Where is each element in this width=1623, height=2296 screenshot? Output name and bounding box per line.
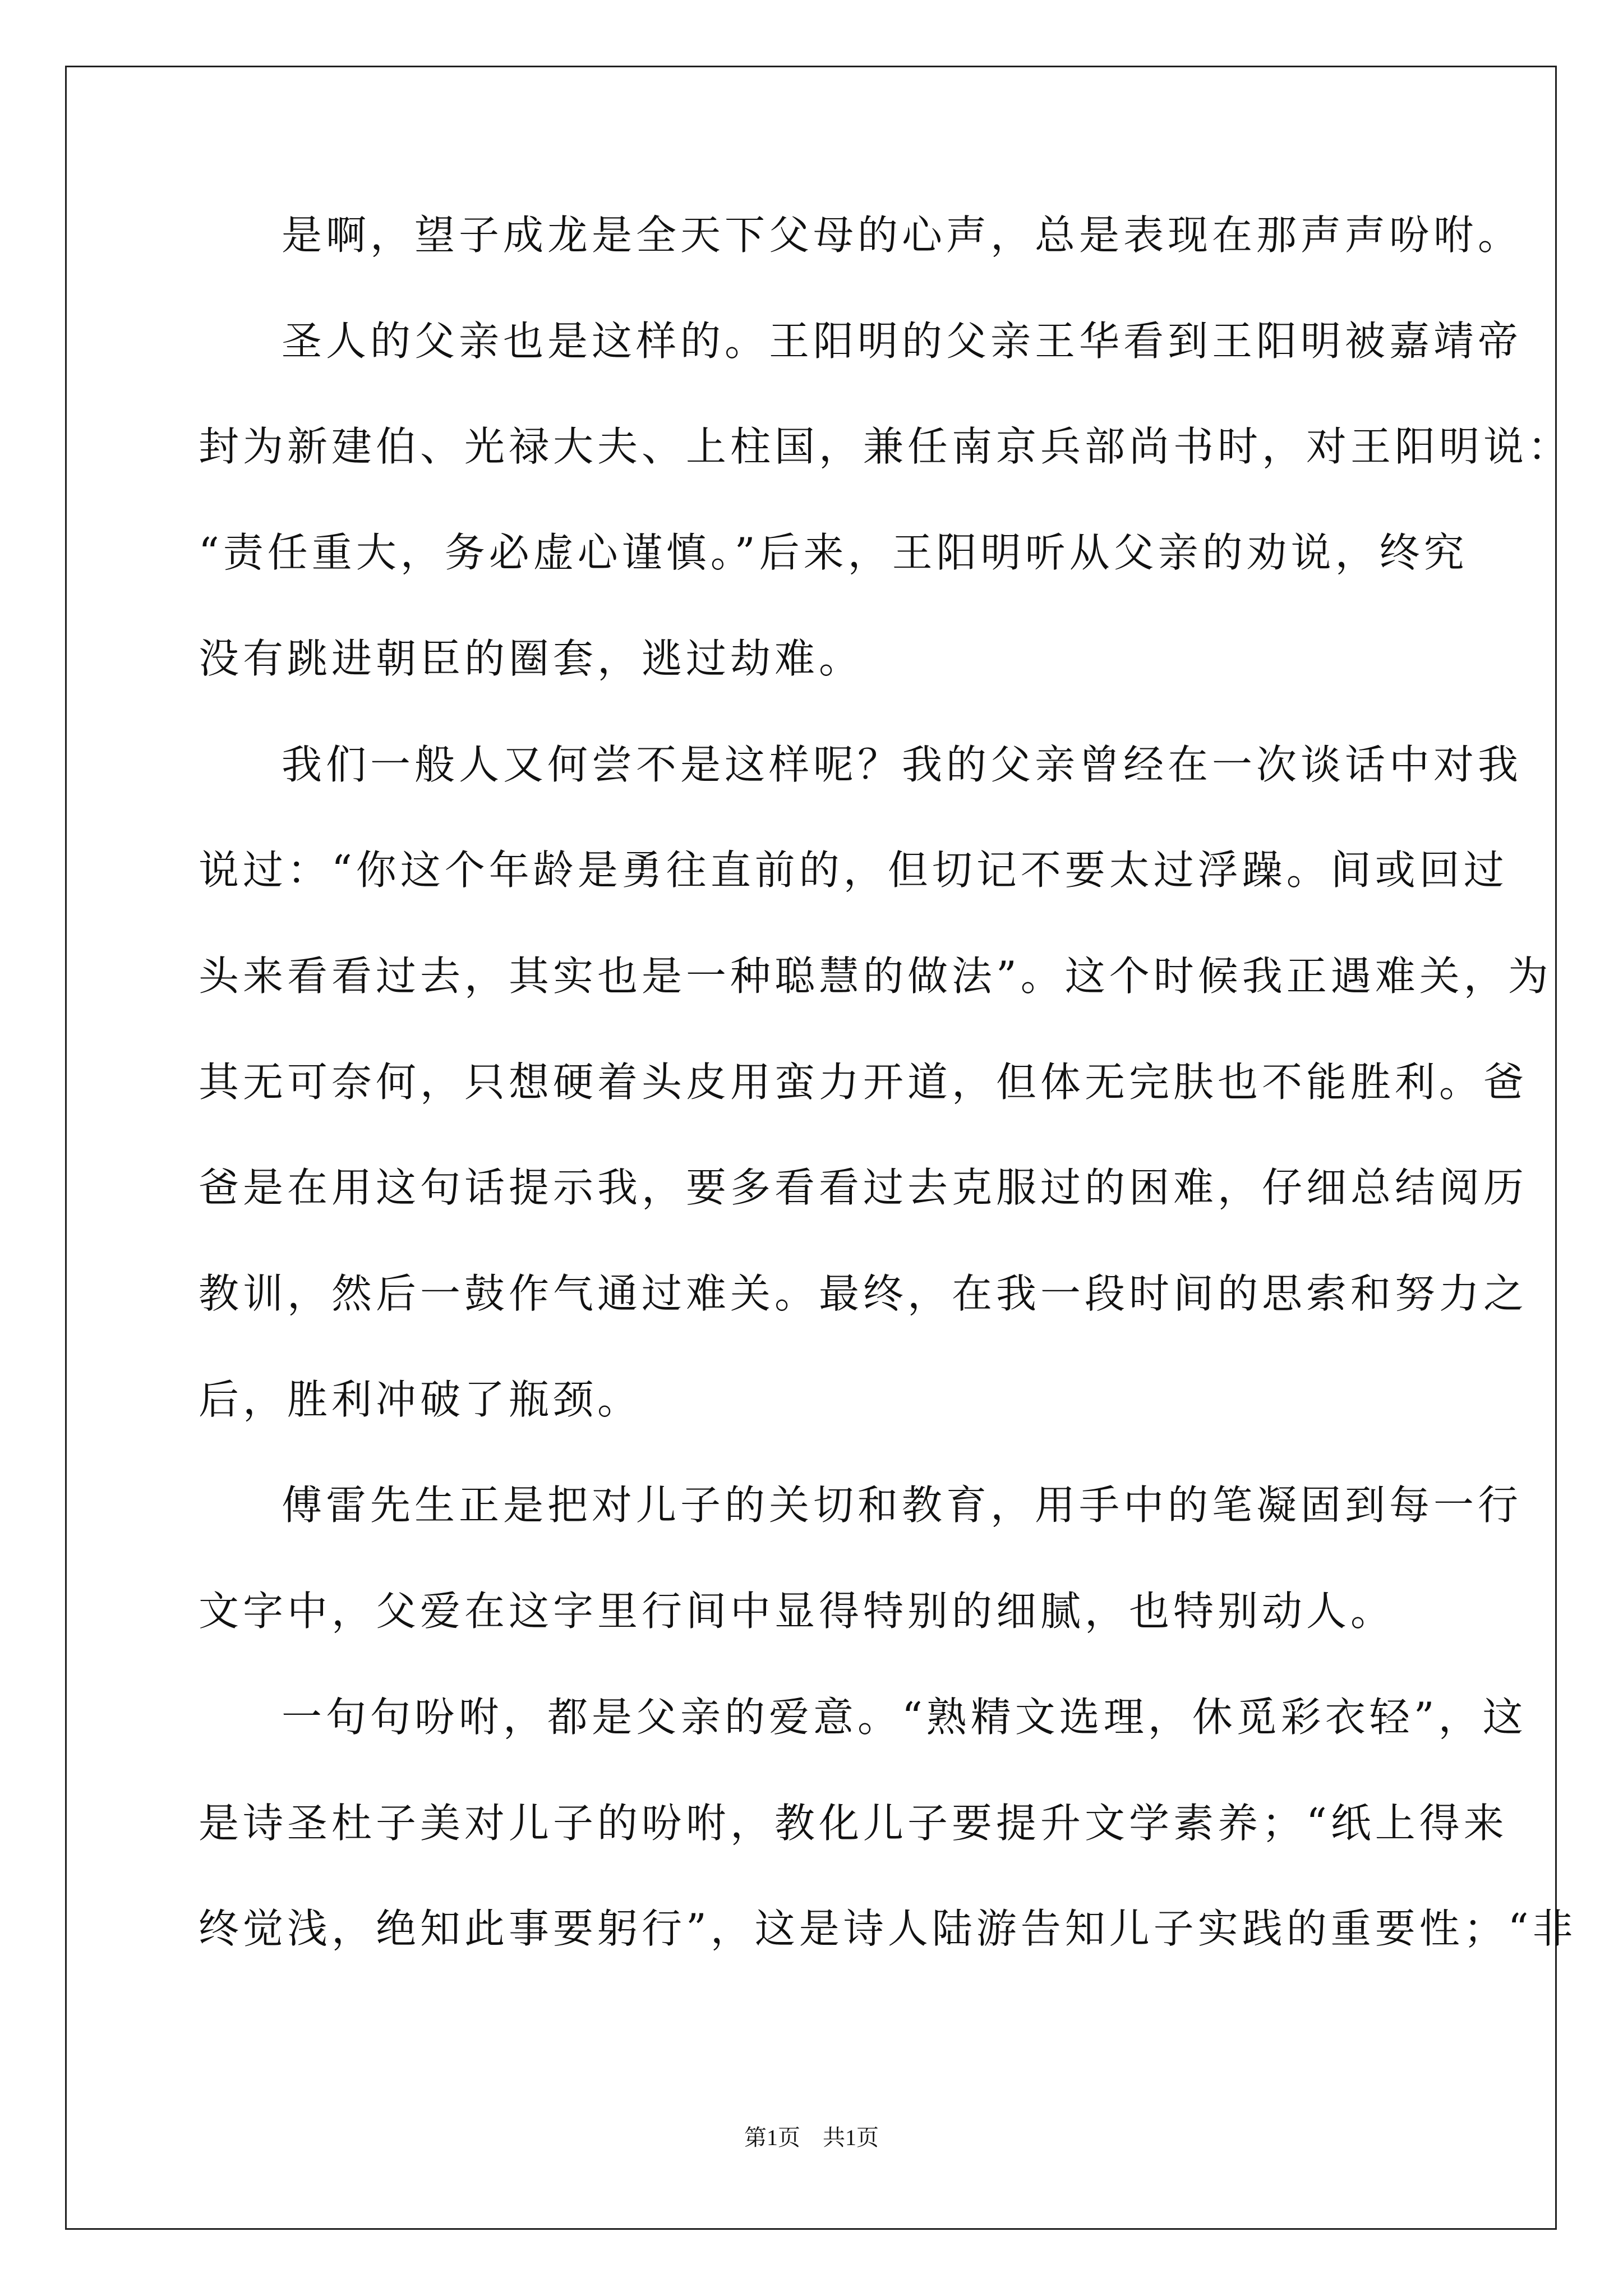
paragraph-3-line-3: 头来看看过去，其实也是一种聪慧的做法”。这个时候我正遇难关，为 bbox=[199, 952, 1552, 1000]
paragraph-4-line-1: 傅雷先生正是把对儿子的关切和教育，用手中的笔凝固到每一行 bbox=[282, 1481, 1523, 1529]
paragraph-3-line-6: 教训，然后一鼓作气通过难关。最终，在我一段时间的思索和努力之 bbox=[199, 1270, 1528, 1317]
paragraph-2-line-1: 圣人的父亲也是这样的。王阳明的父亲王华看到王阳明被嘉靖帝 bbox=[282, 317, 1523, 365]
page-number-footer: 第1页 共1页 bbox=[744, 2125, 879, 2150]
paragraph-3-line-1: 我们一般人又何尝不是这样呢？我的父亲曾经在一次谈话中对我 bbox=[282, 740, 1523, 788]
paragraph-3-line-5: 爸是在用这句话提示我，要多看看过去克服过的困难，仔细总结阅历 bbox=[199, 1164, 1528, 1212]
paragraph-4-line-2: 文字中，父爱在这字里行间中显得特别的细腻，也特别动人。 bbox=[199, 1588, 1395, 1635]
paragraph-2-line-4: 没有跳进朝臣的圈套，逃过劫难。 bbox=[199, 634, 864, 682]
paragraph-3-line-4: 其无可奈何，只想硬着头皮用蛮力开道，但体无完肤也不能胜利。爸 bbox=[199, 1058, 1528, 1106]
paragraph-2-line-3: “责任重大，务必虚心谨慎。”后来，王阳明听从父亲的劝说，终究 bbox=[199, 529, 1468, 577]
paragraph-3-line-2: 说过：“你这个年龄是勇往直前的，但切记不要太过浮躁。间或回过 bbox=[199, 846, 1508, 894]
paragraph-5-line-3: 终觉浅，绝知此事要躬行”，这是诗人陆游告知儿子实践的重要性；“非 bbox=[199, 1905, 1577, 1953]
paragraph-5-line-1: 一句句吩咐，都是父亲的爱意。“熟精文选理，休觅彩衣轻”，这 bbox=[282, 1693, 1527, 1741]
paragraph-3-line-7: 后，胜利冲破了瓶颈。 bbox=[199, 1375, 642, 1423]
paragraph-5-line-2: 是诗圣杜子美对儿子的吩咐，教化儿子要提升文学素养；“纸上得来 bbox=[199, 1799, 1508, 1847]
paragraph-2-line-2: 封为新建伯、光禄大夫、上柱国，兼任南京兵部尚书时，对王阳明说： bbox=[199, 423, 1573, 471]
paragraph-1-line-1: 是啊，望子成龙是全天下父母的心声，总是表现在那声声吩咐。 bbox=[282, 211, 1523, 259]
